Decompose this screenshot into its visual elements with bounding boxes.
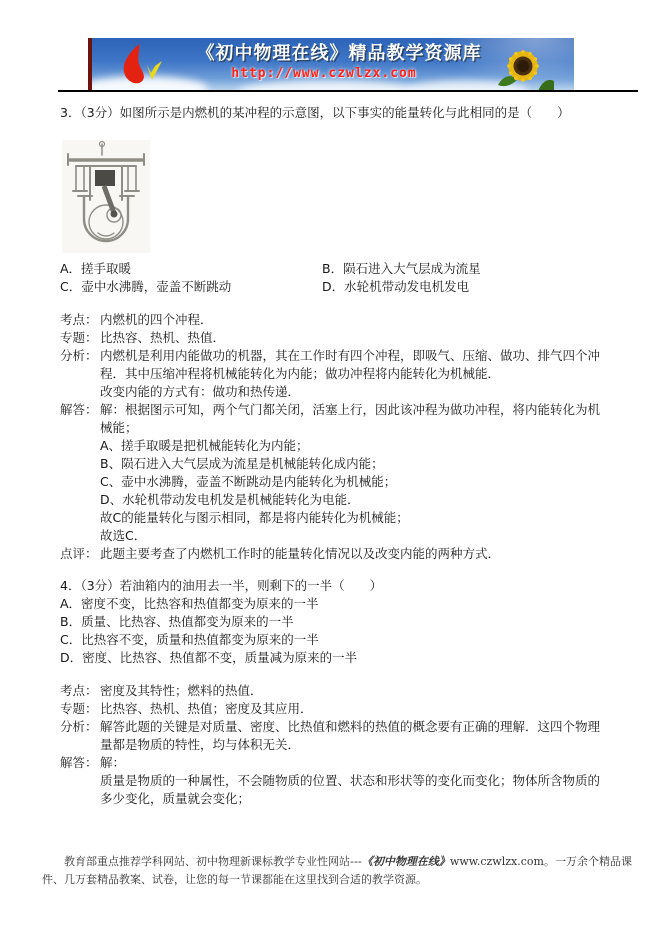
point-row <box>60 311 600 329</box>
footer-text-2: 。一万余个精品课件、几万套精品教案、试卷，让您的每一节课都能在这里找到合适的教学资源。 <box>42 855 632 886</box>
topic-text: 比热容、热机、热值；密度及其应用． <box>100 701 313 716</box>
answer-text: 解： 质量是物质的一种属性，不会随物质的位置、状态和形状等的变化而变化；物体所含物质的多少变化，质量就会变化； <box>100 755 601 806</box>
topic-label: 专题： <box>60 330 98 345</box>
option-a: A．搓手取暖 <box>60 261 132 276</box>
document-body <box>60 104 600 808</box>
question-3-stem: 3．（3分）如图所示是内燃机的某冲程的示意图，以下事实的能量转化与此相同的是（ ） <box>60 105 570 120</box>
topic-text: 比热容、热机、热值． <box>100 330 226 345</box>
topic-label: 专题： <box>60 701 98 716</box>
question-3-options <box>60 260 600 296</box>
analysis-text: 内燃机是利用内能做功的机器，其在工作时有四个冲程，即吸气、压缩、做功、排气四个冲程．其中压缩冲程将机械能转化为内能；做功冲程将内能转化为机械能． 改变内能的方式有：做功和热传递． <box>100 348 601 399</box>
header-rule <box>58 90 638 92</box>
question-3 <box>60 104 600 563</box>
question-4 <box>60 577 600 808</box>
point-row <box>60 682 600 700</box>
answer-label: 解答： <box>60 402 98 417</box>
option-c: C．比热容不变，质量和热值都变为原来的一半 <box>60 632 319 647</box>
sunflower-image <box>488 38 554 90</box>
answer-text: 解：根据图示可知，两个气门都关闭，活塞上行，因此该冲程为做功冲程，将内能转化为机械能； A、搓手取暖是把机械能转化为内能； B、陨石进入大气层成为流星是机械能转化成内能； C、壶中水沸腾，壶盖不断跳动是内能转化为机械能； D、水轮机带动发电机发是机械能转化为电能． 故C的能量转化与图示相同，都是将内能转化为机械能； 故选C． <box>100 402 601 543</box>
footer-text-1: 教育部重点推荐学科网站、初中物理新课标教学专业性网站--- <box>64 855 362 868</box>
footer-site-name: 《初中物理在线》 <box>361 855 450 868</box>
question-4-options <box>60 595 600 667</box>
comment-label: 点评： <box>60 546 98 561</box>
analysis-label: 分析： <box>60 719 98 734</box>
answer-row <box>60 754 600 808</box>
site-banner-title: 《初中物理在线》精品教学资源库 <box>196 43 482 64</box>
site-footer <box>42 853 642 889</box>
analysis-text: 解答此题的关键是对质量、密度、比热值和燃料的热值的概念要有正确的理解．这四个物理量都是物质的特性，均与体积无关． <box>100 719 601 752</box>
answer-label: 解答： <box>60 755 98 770</box>
analysis-row <box>60 347 600 401</box>
option-d: D．密度、比热容、热值都不变，质量减为原来的一半 <box>60 650 358 665</box>
answer-row <box>60 401 600 545</box>
topic-row <box>60 700 600 718</box>
point-label: 考点： <box>60 683 98 698</box>
option-b: B．陨石进入大气层成为流星 <box>322 261 481 276</box>
analysis-label: 分析： <box>60 348 98 363</box>
topic-row <box>60 329 600 347</box>
point-label: 考点： <box>60 312 98 327</box>
comment-row <box>60 545 600 563</box>
option-a: A．密度不变，比热容和热值都变为原来的一半 <box>60 596 319 611</box>
point-text: 内燃机的四个冲程． <box>100 312 213 327</box>
site-logo-icon <box>116 42 168 90</box>
engine-stroke-figure <box>62 140 150 253</box>
footer-site-url: www.czwlzx.com <box>449 855 544 868</box>
point-text: 密度及其特性；燃料的热值． <box>100 683 263 698</box>
question-4-stem: 4．（3分）若油箱内的油用去一半，则剩下的一半（ ） <box>60 578 383 593</box>
site-banner-url: http://www.czwlzx.com <box>231 66 417 81</box>
banner-left-strip <box>88 38 92 90</box>
question-4-explanation <box>60 682 600 808</box>
option-d: D．水轮机带动发电机发电 <box>322 279 470 294</box>
comment-text: 此题主要考查了内燃机工作时的能量转化情况以及改变内能的两种方式． <box>100 546 501 561</box>
question-3-explanation <box>60 311 600 563</box>
option-c: C．壶中水沸腾，壶盖不断跳动 <box>60 279 232 294</box>
analysis-row <box>60 718 600 754</box>
site-banner <box>88 38 574 90</box>
option-b: B．质量、比热容、热值都变为原来的一半 <box>60 614 294 629</box>
